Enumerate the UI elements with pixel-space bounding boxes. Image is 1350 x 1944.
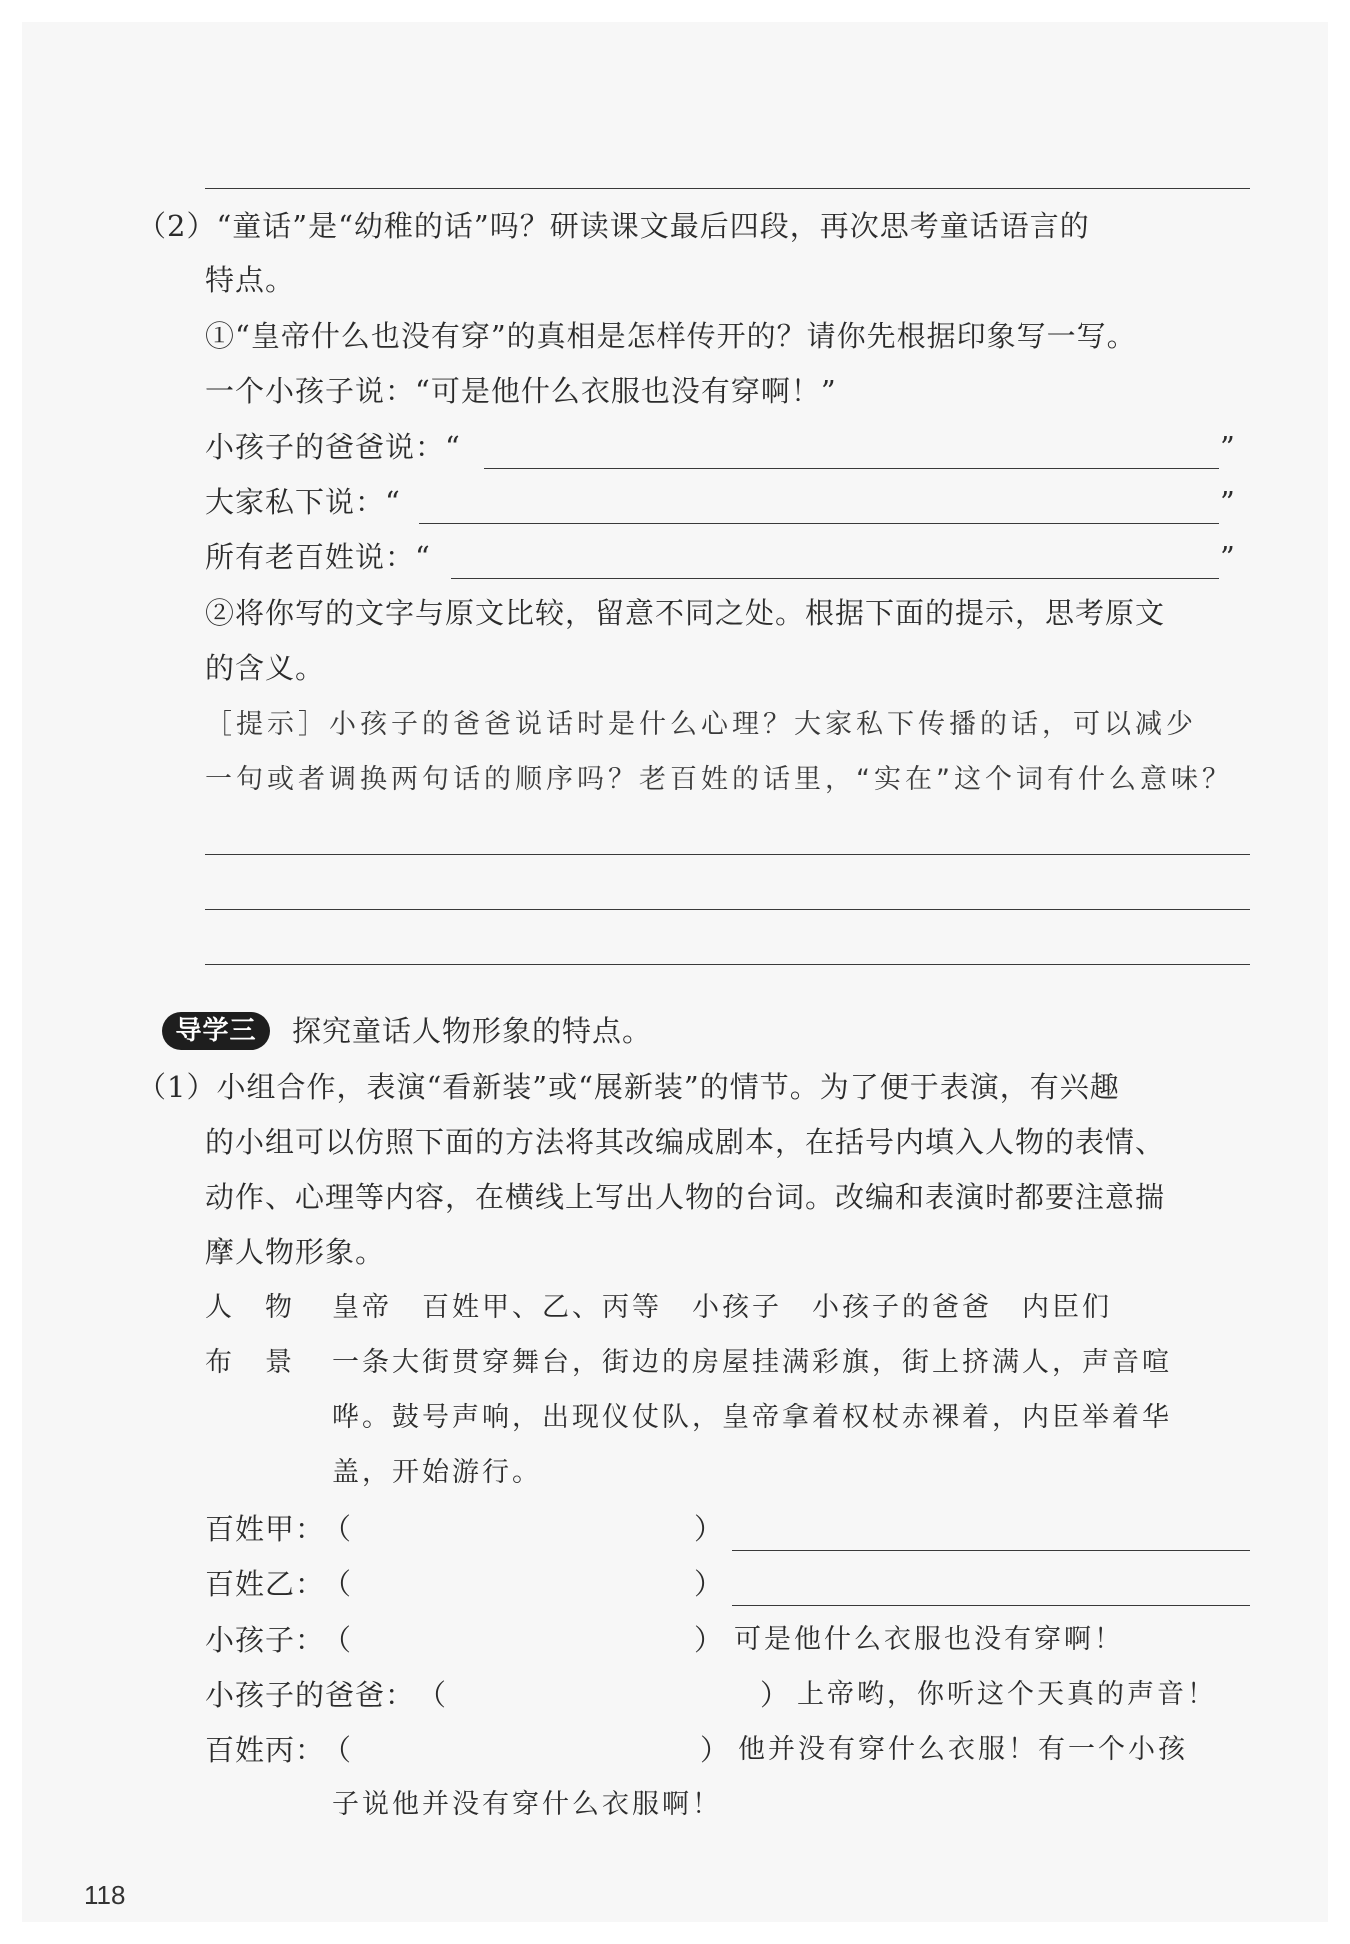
sub-question-2-line1: ②将你写的文字与原文比较，留意不同之处。根据下面的提示，思考原文	[205, 596, 1166, 630]
row-3-dialogue: 可是他什么衣服也没有穿啊！	[734, 1624, 1124, 1655]
row-1-label: 百姓甲：	[205, 1512, 326, 1546]
answer-line-1[interactable]	[205, 854, 1250, 855]
row-5-dialogue-cont: 子说他并没有穿什么衣服啊！	[332, 1789, 722, 1820]
setting-line2: 哗。鼓号声响，出现仪仗队，皇帝拿着权杖赤裸着，内臣举着华	[332, 1402, 1172, 1433]
row-2-paren-close: ）	[694, 1567, 725, 1601]
question-2-line2: 特点。	[205, 263, 296, 297]
answer-line-top[interactable]	[205, 188, 1250, 189]
setting-label: 布 景	[205, 1347, 295, 1378]
page-number: 118	[84, 1880, 126, 1910]
people-close-quote: ”	[1220, 540, 1236, 574]
everyone-says-blank[interactable]	[419, 523, 1219, 524]
row-2-dialogue-blank[interactable]	[732, 1605, 1250, 1606]
question-1-line1: （1）小组合作，表演“看新装”或“展新装”的情节。为了便于表演，有兴趣	[137, 1070, 1120, 1104]
row-4-paren-open: （	[417, 1678, 448, 1712]
row-5-paren-open: （	[322, 1733, 353, 1767]
question-1-line2: 的小组可以仿照下面的方法将其改编成剧本，在括号内填入人物的表情、	[205, 1125, 1166, 1159]
everyone-says-label: 大家私下说：“	[205, 485, 401, 519]
father-says-blank[interactable]	[484, 468, 1219, 469]
row-3-paren-close: ）	[694, 1623, 725, 1657]
people-says-label: 所有老百姓说：“	[205, 540, 431, 574]
row-4-label: 小孩子的爸爸：	[205, 1678, 416, 1712]
row-2-label: 百姓乙：	[205, 1567, 326, 1601]
people-says-blank[interactable]	[451, 578, 1219, 579]
father-says-label: 小孩子的爸爸说：“	[205, 430, 461, 464]
section-3-title: 探究童话人物形象的特点。	[292, 1014, 653, 1048]
row-3-label: 小孩子：	[205, 1623, 326, 1657]
characters-label: 人 物	[205, 1292, 295, 1323]
setting-line1: 一条大街贯穿舞台，街边的房屋挂满彩旗，街上挤满人，声音喧	[332, 1347, 1172, 1378]
row-1-dialogue-blank[interactable]	[732, 1550, 1250, 1551]
characters-list: 皇帝 百姓甲、乙、丙等 小孩子 小孩子的爸爸 内臣们	[332, 1292, 1112, 1323]
row-4-dialogue: 上帝哟，你听这个天真的声音！	[797, 1679, 1217, 1710]
section-3-badge: 导学三	[162, 1012, 270, 1050]
row-1-paren-open: （	[322, 1512, 353, 1546]
question-1-line3: 动作、心理等内容，在横线上写出人物的台词。改编和表演时都要注意揣	[205, 1180, 1166, 1214]
row-5-paren-close: ）	[700, 1733, 731, 1767]
workbook-page	[22, 22, 1328, 1922]
row-2-paren-open: （	[322, 1567, 353, 1601]
setting-line3: 盖，开始游行。	[332, 1457, 542, 1488]
father-close-quote: ”	[1220, 430, 1236, 464]
answer-line-2[interactable]	[205, 909, 1250, 910]
answer-line-3[interactable]	[205, 964, 1250, 965]
question-2-line1: （2）“童话”是“幼稚的话”吗？研读课文最后四段，再次思考童话语言的	[137, 209, 1090, 243]
sub-question-2-line2: 的含义。	[205, 651, 326, 685]
row-5-label: 百姓丙：	[205, 1733, 326, 1767]
row-5-dialogue: 他并没有穿什么衣服！有一个小孩	[738, 1734, 1188, 1765]
question-1-line4: 摩人物形象。	[205, 1235, 386, 1269]
child-says-line: 一个小孩子说：“可是他什么衣服也没有穿啊！”	[205, 374, 837, 408]
everyone-close-quote: ”	[1220, 485, 1236, 519]
hint-line2: 一句或者调换两句话的顺序吗？老百姓的话里，“实在”这个词有什么意味？	[205, 764, 1233, 795]
hint-line1: ［提示］小孩子的爸爸说话时是什么心理？大家私下传播的话，可以减少	[205, 709, 1197, 740]
row-1-paren-close: ）	[694, 1512, 725, 1546]
row-4-paren-close: ）	[760, 1678, 791, 1712]
row-3-paren-open: （	[322, 1623, 353, 1657]
sub-question-1: ①“皇帝什么也没有穿”的真相是怎样传开的？请你先根据印象写一写。	[205, 319, 1137, 353]
